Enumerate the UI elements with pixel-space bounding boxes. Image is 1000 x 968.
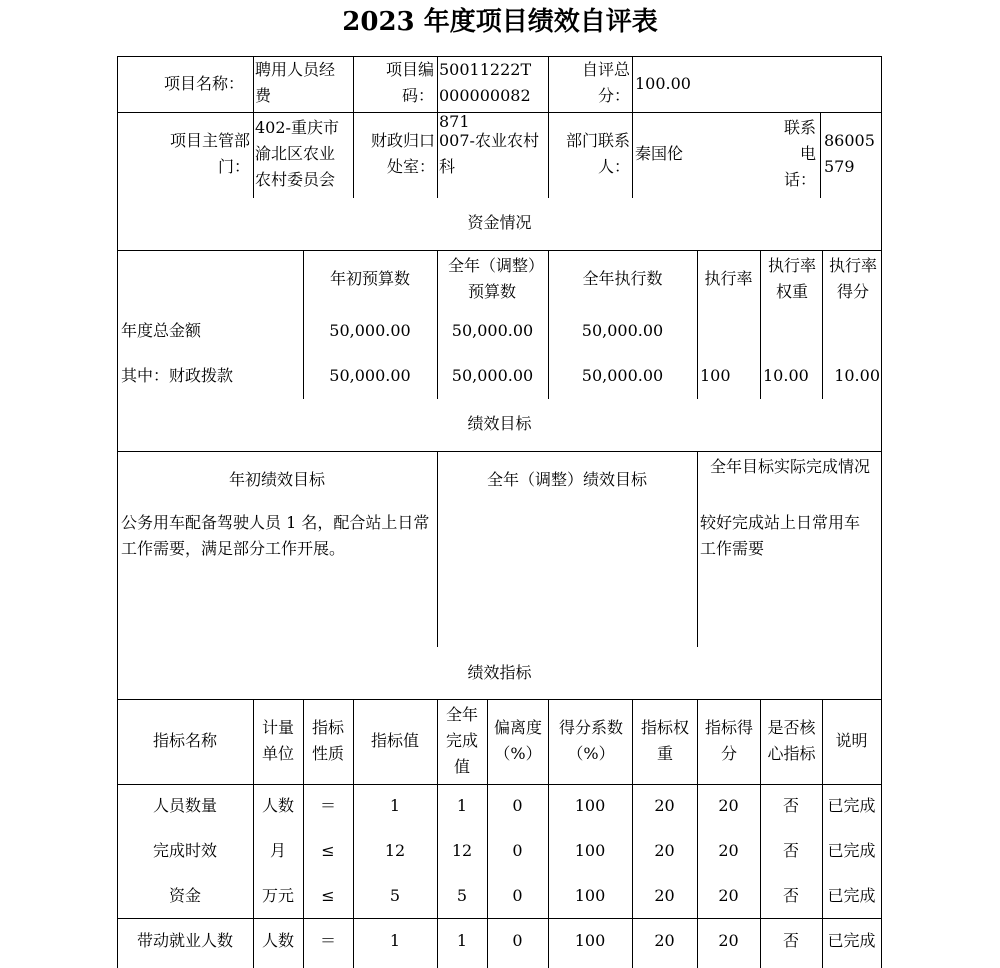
ind-value: 12 — [384, 841, 406, 860]
ind-deviation: 0 — [512, 886, 523, 905]
funds-row-executed: 50,000.00 — [581, 321, 664, 340]
ind-score: 20 — [718, 886, 739, 905]
row-divider — [117, 699, 882, 700]
funds-header-score: 执行率得分 — [828, 256, 877, 301]
col-divider — [632, 56, 633, 112]
goals-initial-text: 公务用车配备驾驶人员 1 名，配合站上日常工作需要，满足部分工作开展。 — [121, 513, 430, 558]
ind-weight: 20 — [654, 796, 675, 815]
funds-row-score: 10.00 — [834, 366, 880, 385]
project-code-value: 50011222T000000082871 — [439, 60, 532, 131]
phone-value: 86005579 — [824, 131, 875, 176]
ind-value: 1 — [389, 796, 401, 815]
funds-header-executed: 全年执行数 — [582, 269, 663, 288]
col-divider — [632, 112, 633, 198]
ind-actual: 12 — [451, 841, 473, 860]
ind-name: 人员数量 — [152, 796, 217, 815]
ind-nature: ≤ — [321, 841, 335, 860]
funds-row-executed: 50,000.00 — [581, 366, 664, 385]
ind-weight: 20 — [654, 886, 675, 905]
ind-actual: 5 — [456, 886, 468, 905]
funds-header-weight: 执行率权重 — [767, 256, 816, 301]
ind-name: 完成时效 — [152, 841, 217, 860]
goals-actual-text: 较好完成站上日常用车工作需要 — [700, 513, 861, 558]
ind-header-value: 指标值 — [370, 731, 419, 750]
ind-deviation: 0 — [512, 931, 523, 950]
ind-deviation: 0 — [512, 841, 523, 860]
ind-header-core: 是否核心指标 — [767, 718, 816, 763]
col-divider — [437, 56, 438, 112]
table-border-right — [881, 56, 882, 968]
col-divider — [760, 250, 761, 399]
ind-deviation: 0 — [512, 796, 523, 815]
row-divider — [117, 784, 882, 785]
project-name-label: 项目名称： — [163, 74, 244, 93]
ind-nature: ≤ — [321, 886, 335, 905]
phone-label: 联系电话： — [783, 118, 816, 189]
ind-unit: 人数 — [261, 931, 294, 950]
ind-header-coef: 得分系数（%） — [558, 718, 623, 763]
funds-row-rate: 100 — [700, 366, 731, 385]
funds-row-budget: 50,000.00 — [329, 366, 411, 385]
ind-unit: 人数 — [261, 796, 294, 815]
ind-coef: 100 — [574, 796, 606, 815]
col-divider — [253, 112, 254, 198]
ind-core: 否 — [782, 931, 799, 950]
ind-note: 已完成 — [827, 931, 876, 950]
ind-header-weight: 指标权重 — [640, 718, 689, 763]
funds-row-budget: 50,000.00 — [329, 321, 411, 340]
self-score-label: 自评总分： — [581, 60, 630, 105]
ind-header-unit: 计量单位 — [261, 718, 294, 763]
ind-value: 5 — [389, 886, 401, 905]
funds-header-budget: 年初预算数 — [329, 269, 410, 288]
ind-core: 否 — [782, 841, 799, 860]
self-score-value: 100.00 — [635, 74, 691, 93]
row-divider — [117, 250, 882, 251]
goals-initial-header: 年初绩效目标 — [228, 470, 325, 489]
col-divider — [253, 56, 254, 112]
funds-header-adjusted: 全年（调整）预算数 — [447, 256, 536, 301]
ind-nature: ＝ — [319, 796, 336, 815]
ind-score: 20 — [718, 796, 739, 815]
contact-label: 部门联系人： — [565, 131, 630, 176]
ind-header-nature: 指标性质 — [311, 718, 344, 763]
ind-value: 1 — [389, 931, 401, 950]
ind-coef: 100 — [574, 886, 606, 905]
ind-weight: 20 — [654, 931, 675, 950]
ind-unit: 月 — [269, 841, 286, 860]
ind-coef: 100 — [574, 931, 606, 950]
ind-unit: 万元 — [261, 886, 294, 905]
row-divider — [117, 451, 882, 452]
ind-score: 20 — [718, 931, 739, 950]
ind-note: 已完成 — [827, 886, 876, 905]
goals-section-title: 绩效目标 — [467, 414, 532, 433]
funds-row-adjusted: 50,000.00 — [451, 366, 534, 385]
col-divider — [353, 112, 354, 198]
ind-header-name: 指标名称 — [152, 731, 217, 750]
dept-label: 项目主管部门： — [169, 131, 250, 176]
project-code-label: 项目编码： — [385, 60, 434, 105]
page-title: 2023 年度项目绩效自评表 — [342, 7, 658, 37]
ind-header-actual: 全年完成值 — [445, 705, 478, 776]
funds-section-title: 资金情况 — [467, 213, 532, 232]
funds-row-label: 其中：财政拨款 — [121, 366, 234, 385]
col-divider — [548, 56, 549, 112]
ind-header-score: 指标得分 — [704, 718, 753, 763]
indicators-section-title: 绩效指标 — [467, 663, 532, 682]
funds-row-weight: 10.00 — [763, 366, 809, 385]
ind-note: 已完成 — [827, 841, 876, 860]
funds-row-label: 年度总金额 — [121, 321, 202, 340]
contact-value: 秦国伦 — [635, 144, 684, 163]
office-value: 007-农业农村科 — [439, 131, 539, 176]
ind-core: 否 — [782, 796, 799, 815]
col-divider — [697, 451, 698, 647]
ind-actual: 1 — [456, 931, 468, 950]
table-border-left — [117, 56, 118, 968]
ind-weight: 20 — [654, 841, 675, 860]
col-divider — [820, 112, 821, 198]
row-divider — [117, 918, 882, 919]
col-divider — [437, 112, 438, 198]
col-divider — [353, 56, 354, 112]
funds-header-rate: 执行率 — [704, 269, 753, 288]
ind-name: 资金 — [168, 886, 201, 905]
ind-nature: ＝ — [319, 931, 336, 950]
dept-value: 402-重庆市渝北区农业农村委员会 — [255, 118, 339, 189]
ind-actual: 1 — [456, 796, 468, 815]
ind-core: 否 — [782, 886, 799, 905]
office-label: 财政归口处室： — [370, 131, 435, 176]
project-name-value: 聘用人员经费 — [255, 60, 336, 105]
ind-header-note: 说明 — [835, 731, 868, 750]
goals-adjusted-header: 全年（调整）绩效目标 — [486, 470, 647, 489]
goals-actual-header: 全年目标实际完成情况 — [709, 457, 870, 476]
ind-name: 带动就业人数 — [136, 931, 233, 950]
ind-coef: 100 — [574, 841, 606, 860]
col-divider — [548, 112, 549, 198]
ind-score: 20 — [718, 841, 739, 860]
ind-note: 已完成 — [827, 796, 876, 815]
ind-header-deviation: 偏离度（%） — [493, 718, 542, 763]
funds-row-adjusted: 50,000.00 — [451, 321, 534, 340]
